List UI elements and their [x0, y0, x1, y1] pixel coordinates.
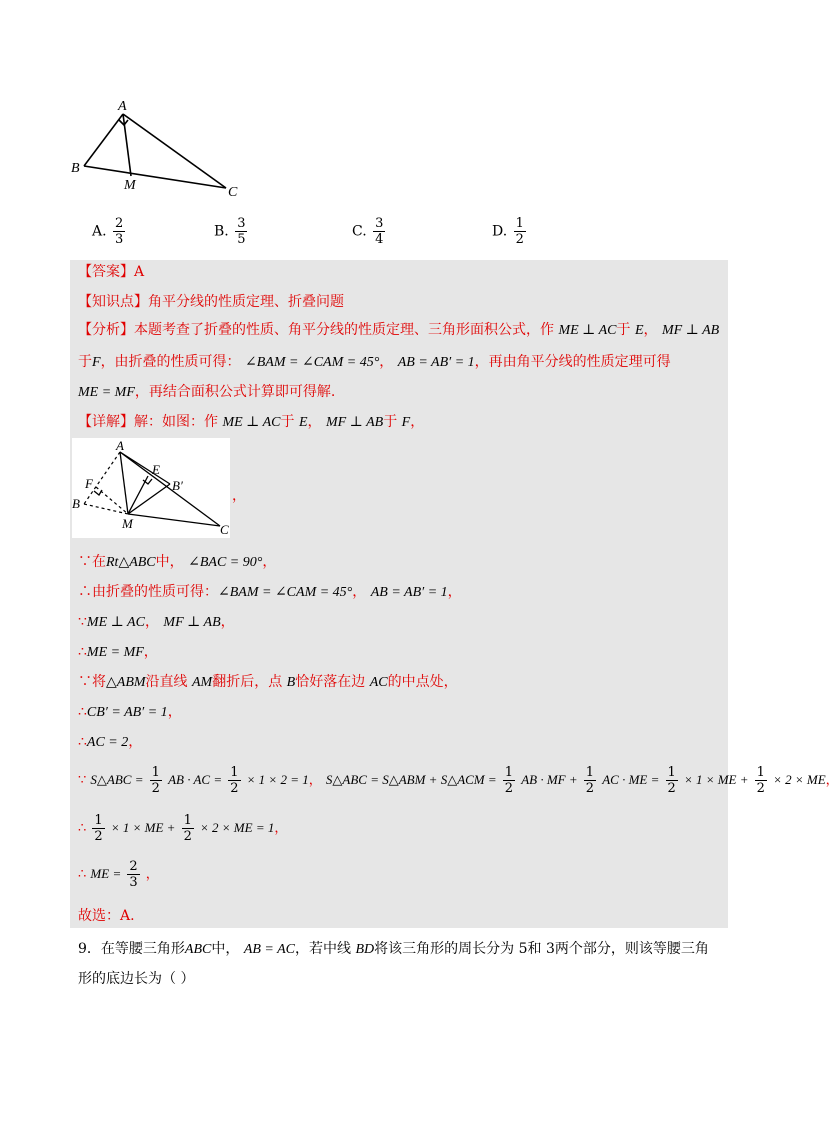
label-a: A — [116, 438, 124, 453]
result-line: ∴ ME = $\frac{2}{3}$ ， — [78, 859, 159, 890]
label-c: C — [228, 185, 238, 200]
step-7: ∴AC = 2， — [78, 734, 143, 750]
step-4: ∴ME = MF， — [78, 644, 158, 660]
analysis-line-1: 【分析】本题考查了折叠的性质、角平分线的性质定理、三角形面积公式，作 ME ⊥ AC于 E， MF ⊥ AB — [78, 322, 720, 338]
step-2: ∴由折叠的性质可得：∠BAM = ∠CAM = 45°， AB = AB′ = 1， — [78, 584, 462, 600]
label-b: B — [72, 496, 80, 511]
answer-line: 【答案】A — [78, 264, 145, 280]
knowledge-line: 【知识点】角平分线的性质定理、折叠问题 — [78, 294, 344, 310]
detail-line: 【详解】解：如图：作 ME ⊥ AC于 E， MF ⊥ AB于 F， — [78, 414, 425, 430]
option-a: A. $\frac{2}{3}$ — [92, 216, 124, 247]
question-9-line-2: 形的底边长为（ ） — [78, 971, 195, 987]
figure-trailing-comma: ， — [232, 488, 246, 504]
choice-line: 故选：A. — [78, 908, 135, 924]
label-a: A — [118, 99, 127, 114]
label-b: B — [71, 161, 80, 176]
step-3: ∵ME ⊥ AC， MF ⊥ AB， — [78, 614, 235, 630]
step-5: ∵将△ABM沿直线 AM翻折后，点 B恰好落在边 AC的中点处， — [78, 674, 458, 690]
step-1: ∵在Rt△ABC中， ∠BAC = 90°， — [78, 554, 277, 570]
label-e: E — [152, 462, 160, 477]
triangle-figure — [68, 96, 248, 202]
option-b: B. $\frac{3}{5}$ — [214, 216, 246, 247]
sum-line: ∴ $\frac{1}{2}$ × 1 × ME + $\frac{1}{2}$ × 2 × ME = 1， — [78, 813, 288, 844]
label-m: M — [122, 516, 133, 531]
label-c: C — [220, 522, 229, 537]
analysis-line-2: 于F，由折叠的性质可得： ∠BAM = ∠CAM = 45°， AB = AB′ = 1，再由角平分线的性质定理可得 — [78, 354, 671, 370]
option-d: D. $\frac{1}{2}$ — [492, 216, 524, 247]
folded-figure — [72, 438, 230, 538]
label-b-prime: B′ — [172, 478, 183, 493]
label-m: M — [124, 178, 136, 193]
option-c: C. $\frac{3}{4}$ — [352, 216, 384, 247]
label-f: F — [85, 476, 93, 491]
question-9-line-1: 9．在等腰三角形ABC中， AB = AC，若中线 BD将该三角形的周长分为 5和 3两个部分，则该等腰三角 — [78, 941, 709, 957]
step-6: ∴CB′ = AB′ = 1， — [78, 704, 182, 720]
analysis-line-3: ME = MF，再结合面积公式计算即可得解. — [78, 384, 336, 400]
area-line: ∵ S△ABC = $\frac{1}{2}$ AB · AC = $\frac{1}{2}$ × 1 × 2 = 1， S△ABC = S△ABM + S△ACM = $\frac{1}{2}$ AB · MF + $\frac{1}{2}$ AC · ME = $\frac{1}{2}$ × 1 × ME + $\frac{1}{2}$ × 2 × ME， — [78, 765, 839, 796]
